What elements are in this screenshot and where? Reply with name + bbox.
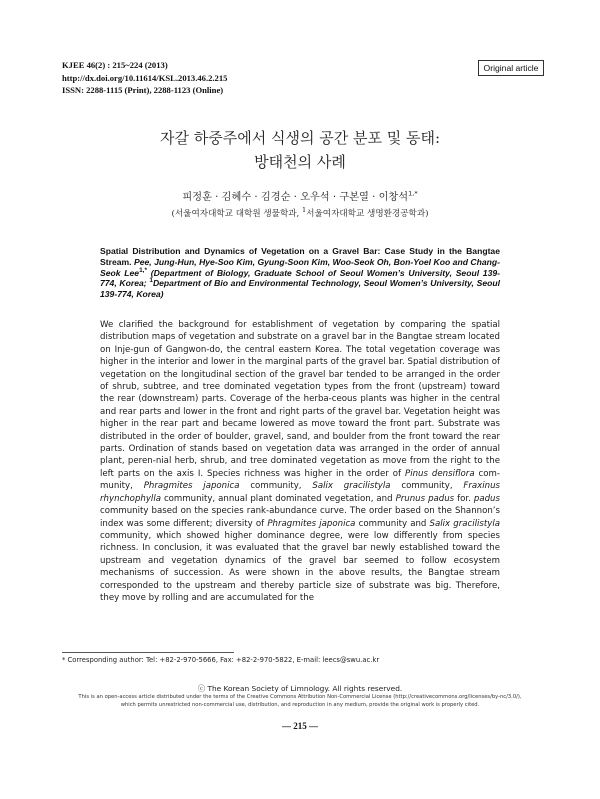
korean-authors: [0, 188, 600, 203]
english-authors: Pee, Jung-Hun, Hye-Soo Kim, Gyung-Soon Kim, Woo-Seok Oh, Bon-Yoel Koo and Chang-Seok Lee: [100, 256, 500, 278]
korean-title-line-2: 방태천의 사례: [254, 153, 346, 171]
article-type-badge: Original article: [478, 60, 544, 76]
species-name: Fraxinus rhynchophylla: [100, 481, 500, 504]
korean-affiliation-part-1: (서울여자대학교 대학원 생물학과,: [171, 209, 303, 219]
abstract-text: community and: [355, 518, 430, 529]
abstract-text: community,: [239, 481, 313, 492]
abstract-text: community based on the species rank-abundance curve. The order based on the Shannon’s index was some different; diversity of: [100, 506, 500, 529]
abstract-text: com-munity,: [100, 468, 501, 492]
english-affiliation-1: (Department of Biology, Graduate School of Seoul Women’s University, Seoul 139-774, Korea;: [100, 267, 500, 289]
english-affiliation-sup: 1: [149, 277, 153, 285]
korean-affiliation-part-2: 서울여자대학교 생명환경공학과): [306, 209, 429, 219]
journal-citation: KJEE 46(2) : 215~224 (2013): [62, 60, 168, 70]
license-notice: [40, 694, 560, 709]
abstract-text: community, which showed higher dominance degree, were low differently from species richness. In conclusion, it was evaluated that the gravel bar newly established toward the upstream and vegetation dynamics of the gravel bar seemed to follow ecosystem mechanisms of succession. As were shown in the above results, the Bangtae stream corresponded to the upstream and thereby particle size of substrate was big. Therefore, they move by rolling and are accumulated for the: [100, 530, 500, 603]
copyright-notice: ⓒ The Korean Society of Limnology. All rights reserved.: [197, 684, 403, 693]
journal-header: [62, 59, 227, 97]
abstract-text: for.: [454, 493, 474, 504]
abstract-body: [100, 319, 500, 604]
english-title: Spatial Distribution and Dynamics of Vegetation on a Gravel Bar: Case Study in the Bangtae Stream.: [100, 246, 500, 267]
species-name: padus: [473, 493, 500, 504]
species-name: Prunus padus: [395, 493, 455, 504]
doi-link[interactable]: http://dx.doi.org/10.11614/KSL.2013.46.2.215: [62, 72, 228, 83]
korean-title-line-1: 자갈 하중주에서 식생의 공간 분포 및 동태:: [160, 129, 440, 147]
korean-title: [0, 126, 600, 174]
english-affiliation-2: Department of Bio and Environmental Technology, Seoul Women’s University, Seoul 139-774, Korea): [100, 278, 500, 300]
abstract-text: We clarified the background for establishment of vegetation by comparing the spatial distribution maps of vegetation and substrate on a gravel bar in the Bangtae stream located on Inje-gun of Gangwon-do, the central eastern Korea. The total vegetation coverage was higher in the interior and lower in the marginal parts of the gravel bar. Spatial distribution of vegetation on the longitudinal section of the gravel bar tended to be arranged in the order of shrub, subtree, and tree dominated vegetation types from the front (upstream) toward the rear (downstream) parts. Coverage of the herba-ceous plants was higher in the central and rear parts and lower in the front and right parts of the gravel bar. Vegetation height was higher in the rear part and became lowered as move toward the front part. Substrate was distributed in the order of boulder, gravel, sand, and boulder from the front toward the rear parts. Ordination of stands based on vegetation data was arranged in the order of annual plant, peren-nial herb, shrub, and tree dominated vegetation as move from the right to the left parts on the axis I. Species richness was higher in the order of: [100, 320, 500, 479]
footnote-divider: [62, 652, 234, 653]
abstract-text: community,: [390, 481, 464, 492]
korean-affiliation-sup: 1: [302, 206, 307, 215]
english-author-sup: 1,*: [139, 266, 148, 274]
english-title-block: [100, 246, 500, 300]
species-name: Pinus densiflora: [405, 468, 475, 479]
korean-author-names: 피정훈 · 김혜수 · 김경순 · 오우석 · 구본열 · 이창석: [182, 192, 409, 203]
korean-affiliation: [0, 207, 600, 219]
license-line-1: This is an open-access article distributed under the terms of the Creative Commons Attribution Non-Commercial License (http://creativecommons.org/licenses/by-nc/3.0/),: [78, 694, 522, 700]
corresponding-author-footnote: * Corresponding author: Tel: +82-2-970-5666, Fax: +82-2-970-5822, E-mail: leecs@swu.ac.kr: [62, 656, 380, 664]
korean-author-sup: 1,*: [408, 189, 418, 198]
license-line-2: which permits unrestricted non-commercial use, distribution, and reproduction in any medium, provide the original work is properly cited.: [120, 701, 480, 708]
abstract-text: community, annual plant dominated vegetation, and: [160, 493, 396, 504]
species-name: Phragmites japonica: [267, 518, 356, 529]
species-name: Salix gracilistyla: [429, 518, 500, 529]
species-name: Phragmites japonica: [143, 481, 240, 492]
issn: ISSN: 2288-1115 (Print), 2288-1123 (Online): [62, 85, 224, 96]
species-name: Salix gracilistyla: [312, 481, 391, 492]
page-number: — 215 —: [282, 721, 318, 731]
